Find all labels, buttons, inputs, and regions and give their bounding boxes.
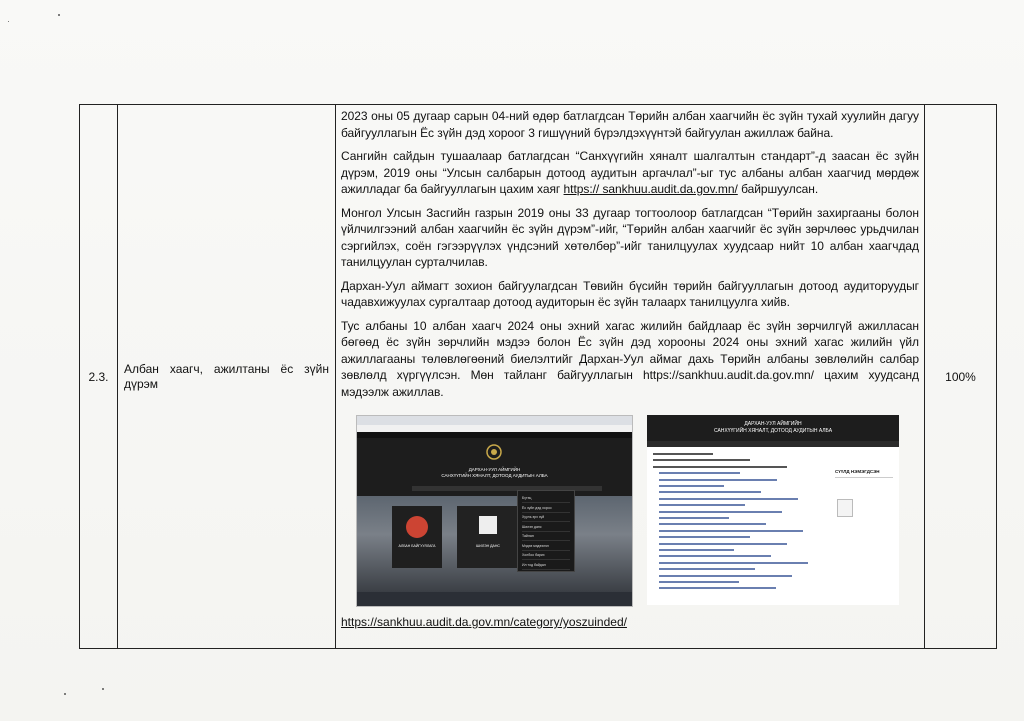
post-list-line (653, 459, 750, 461)
dropdown-menu-item: Мэдээ мэдээлэл (522, 543, 570, 551)
windows-taskbar (357, 592, 632, 606)
post-list-line (659, 562, 808, 564)
chart-icon (479, 516, 497, 534)
card-left-title: АЛБАН БАЙГУУЛЛАГА (398, 544, 436, 548)
dropdown-menu-item: Бүтэц (522, 495, 570, 503)
post-list-line (659, 575, 792, 577)
post-list-line (659, 491, 761, 493)
site-header-title (647, 421, 899, 435)
document-thumbnail (837, 499, 853, 517)
paragraph-4: Дархан-Уул аймагт зохион байгуулагдсан Төвийн бүсийн төрийн байгууллагын дотоод аудиторуудыг чадавхижуулах сургалтаар дотоод аудиторын ёс зүйн талаарх танилцуулга хийв. (341, 278, 919, 309)
paragraph-5: Тус албаны 10 албан хаагч 2024 оны эхний хагас жилийн байдлаар ёс зүйн зөрчилгүй ажилласан бөгөөд ёс зүйн зөрчлийн мэдээ болон Ёс зүйн дэд хорооны 2024 оны эхний хагас жилийн үйл ажиллагааны төлөвлөгөөний биелэлтийг Дархан-Уул аймаг дахь Төрийн албаны зөвлөлийн салбар зөвлөлд хүргүүлсэн. Мөн тайланг байгууллагын https://sankhuu.audit.da.gov.mn/ цахим хуудсанд мэдээлж ажиллав. (341, 318, 919, 399)
row-number: 2.3. (80, 105, 118, 649)
paragraph-2 (341, 148, 919, 198)
report-table (79, 104, 997, 649)
banner-line-1: ДАРХАН-УУЛ АЙМГИЙН (468, 467, 521, 472)
website-link[interactable]: https:// sankhuu.audit.da.gov.mn/ (563, 182, 738, 196)
browser-tabs-bar (357, 416, 632, 425)
paragraph-2-text-a: Сангийн сайдын тушаалаар батлагдсан “Санхүүгийн хяналт шалгалтын стандарт”-д заасан ёс зүйн дүрэм, 2019 оны “Улсын салбарын дотоод аудитын аргачлал”-ыг тус албаны албан хаагчид мөрдөж ажилладаг ба байгууллагын цахим хаяг (341, 149, 919, 196)
post-list-line (659, 479, 777, 481)
paragraph-3: Монгол Улсын Засгийн газрын 2019 оны 33 дугаар тогтоолоор батлагдсан “Төрийн захиргааны болон үйлчилгээний албан хаагчийн ёс зүйн дүрэм”-ийг, “Төрийн албан хаагчийг ёс зүйн зөрчлөөс урьдчилан сэргийлэх, соён гэгээрүүлэх үндсэний хөтөлбөр”-ийг танилцуулах хуудсаар нийт 10 албан хаагчдад танилцуулан сурталчилав. (341, 205, 919, 269)
header-line-2: САНХҮҮГИЙН ХЯНАЛТ, ДОТООД АУДИТЫН АЛБА (713, 428, 833, 434)
post-list-line (659, 581, 739, 583)
dropdown-menu-item: Тайлан (522, 533, 570, 541)
sidebar-title: СҮҮЛД НЭМЭГДСЭН (835, 469, 880, 474)
banner-title (357, 467, 632, 479)
scan-speck (102, 688, 104, 690)
post-list-line (659, 587, 776, 589)
sidebar-divider (835, 477, 893, 478)
site-hero-image (357, 496, 632, 592)
post-list-line (659, 485, 724, 487)
post-list-line (659, 472, 740, 474)
card-mid (457, 506, 519, 568)
table-row (80, 105, 997, 649)
site-header (647, 415, 899, 441)
dropdown-menu-item: Шилэн данс (522, 524, 570, 532)
dropdown-menu-item: Хууль эрх зүй (522, 514, 570, 522)
post-list-line (659, 517, 729, 519)
post-list (653, 453, 803, 599)
completion-percent: 100% (925, 105, 997, 649)
row-content (336, 105, 925, 649)
post-list-line (659, 549, 734, 551)
scan-speck (58, 14, 60, 16)
row-title: Албан хаагч, ажилтаны ёс зүйн дүрэм (118, 105, 336, 649)
header-line-1: ДАРХАН-УУЛ АЙМГИЙН (744, 421, 802, 427)
card-icon (406, 516, 428, 538)
card-mid-title: ШИЛЭН ДАНС (476, 544, 500, 548)
website-screenshot-home (356, 415, 633, 607)
screenshots-area (341, 407, 919, 613)
dropdown-menu-item: Ёс зүйн дэд хороо (522, 505, 570, 513)
post-list-line (659, 504, 745, 506)
dropdown-menu-item: Холбоо барих (522, 552, 570, 560)
post-list-line (659, 568, 755, 570)
post-list-line (659, 543, 787, 545)
card-left (392, 506, 442, 568)
banner-line-2: САНХҮҮГИЙН ХЯНАЛТ, ДОТООД АУДИТЫН АЛБА (441, 473, 548, 478)
scan-speck (64, 693, 66, 695)
post-list-line (659, 523, 766, 525)
post-list-line (659, 536, 750, 538)
category-link[interactable]: https://sankhuu.audit.da.gov.mn/category/yoszuinded/ (341, 615, 627, 629)
dropdown-menu (517, 490, 575, 572)
post-list-line (659, 530, 803, 532)
dropdown-menu-item: Ил тод байдал (522, 562, 570, 570)
site-banner (357, 438, 632, 496)
paragraph-2-text-b: байршуулсан. (737, 182, 819, 196)
paragraph-1: 2023 оны 05 дугаар сарын 04-ний өдөр батлагдсан Төрийн албан хаагчийн ёс зүйн тухай хуулийн дагуу байгууллагын Ёс зүйн дэд хороог 3 гишүүний бүрэлдэхүүнтэй байгуулан ажиллаж байна. (341, 109, 919, 140)
website-screenshot-category (647, 415, 899, 605)
post-list-line (659, 498, 798, 500)
post-list-line (659, 555, 771, 557)
post-list-line (659, 511, 782, 513)
post-list-line (653, 466, 787, 468)
site-nav-bar (647, 441, 899, 447)
post-list-line (653, 453, 713, 455)
scan-speck (8, 21, 9, 22)
